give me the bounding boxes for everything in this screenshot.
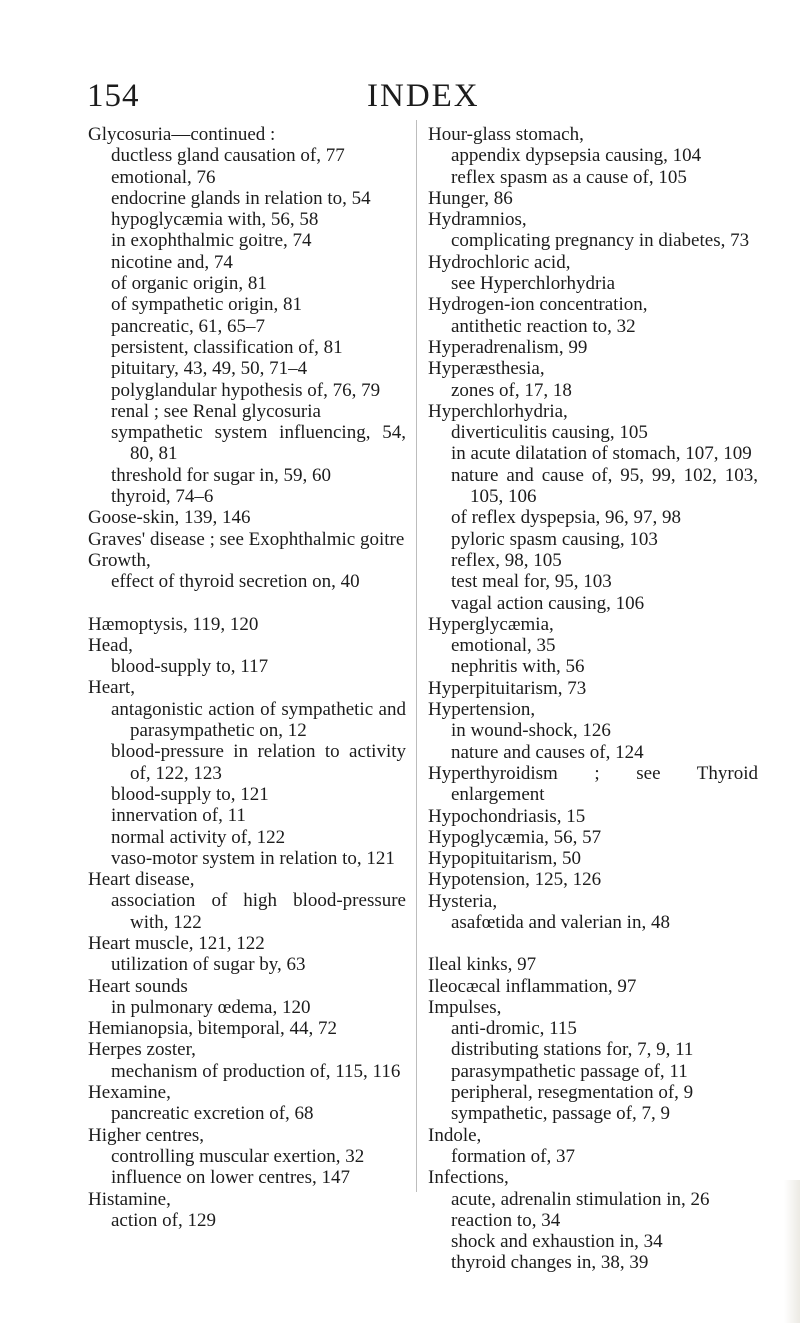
page-edge-shadow [784, 1180, 800, 1323]
index-subentry: in wound-shock, 126 [451, 720, 611, 742]
index-heading: Hunger, 86 [428, 187, 513, 209]
index-heading: Hyperthyroidism ; see Thyroid enlargement [428, 762, 758, 806]
index-heading: Hyperpituitarism, 73 [428, 677, 587, 699]
index-subentry: of sympathetic origin, 81 [111, 294, 303, 316]
index-heading: Hypotension, 125, 126 [428, 869, 602, 891]
index-subentry: nephritis with, 56 [451, 656, 585, 678]
page-number: 154 [87, 78, 140, 114]
index-heading: Higher centres, [88, 1124, 205, 1146]
index-subentry: controlling muscular exertion, 32 [111, 1145, 365, 1167]
index-subentry: pituitary, 43, 49, 50, 71–4 [111, 358, 308, 380]
index-subentry: nicotine and, 74 [111, 251, 233, 273]
index-subentry: vagal action causing, 106 [451, 592, 645, 614]
index-heading: Heart, [88, 677, 135, 699]
index-subentry: blood-supply to, 117 [111, 656, 269, 678]
index-subentry: action of, 129 [111, 1209, 217, 1231]
index-subentry: in pulmonary œdema, 120 [111, 996, 311, 1018]
index-subentry: vaso-motor system in relation to, 121 [111, 847, 395, 869]
index-heading: Hysteria, [428, 890, 498, 912]
index-subentry: thyroid changes in, 38, 39 [451, 1252, 649, 1274]
index-subentry: in exophthalmic goitre, 74 [111, 230, 312, 252]
index-subentry: threshold for sugar in, 59, 60 [111, 464, 332, 486]
index-heading: Glycosuria—continued : [88, 124, 276, 145]
index-subentry: antithetic reaction to, 32 [451, 315, 636, 337]
index-heading: Head, [88, 634, 133, 656]
index-heading: Histamine, [88, 1188, 171, 1210]
index-heading: Hyperadrenalism, 99 [428, 336, 588, 358]
index-heading: Hypochondriasis, 15 [428, 805, 586, 827]
index-subentry: anti-dromic, 115 [451, 1018, 577, 1040]
index-subentry: utilization of sugar by, 63 [111, 954, 306, 976]
index-subentry: distributing stations for, 7, 9, 11 [451, 1039, 694, 1061]
index-heading: Hyperæsthesia, [428, 358, 545, 380]
index-heading: Indole, [428, 1124, 482, 1146]
index-heading: Graves' disease ; see Exophthalmic goitre [88, 528, 405, 550]
index-subentry: sympathetic system influencing, 54, 80, 81 [111, 422, 406, 465]
index-subentry: persistent, classification of, 81 [111, 336, 343, 358]
index-heading: Herpes zoster, [88, 1039, 196, 1061]
index-subentry: effect of thyroid secretion on, 40 [111, 571, 360, 593]
index-subentry: thyroid, 74–6 [111, 486, 214, 508]
index-subentry: mechanism of production of, 115, 116 [111, 1060, 401, 1082]
index-subentry: emotional, 76 [111, 166, 216, 188]
index-subentry: peripheral, resegmentation of, 9 [451, 1082, 694, 1104]
index-subentry: of reflex dyspepsia, 96, 97, 98 [451, 507, 682, 529]
index-subentry: zones of, 17, 18 [451, 379, 572, 401]
index-subentry: parasympathetic passage of, 11 [451, 1060, 688, 1082]
index-subentry: innervation of, 11 [111, 805, 246, 827]
index-subentry: normal activity of, 122 [111, 826, 286, 848]
index-subentry: antagonistic action of sympathetic and parasympathetic on, 12 [111, 698, 406, 742]
index-heading: Hydrochloric acid, [428, 251, 571, 273]
column-divider [416, 120, 417, 1192]
index-subentry: appendix dypsepsia causing, 104 [451, 145, 702, 167]
index-subentry: nature and causes of, 124 [451, 741, 644, 763]
index-subentry: acute, adrenalin stimulation in, 26 [451, 1188, 710, 1210]
index-subentry: reflex, 98, 105 [451, 549, 562, 571]
index-heading: Ileocæcal inflammation, 97 [428, 975, 637, 997]
section-gap [428, 933, 758, 954]
index-heading: Hypertension, [428, 699, 536, 721]
index-subentry: formation of, 37 [451, 1145, 576, 1167]
index-heading: Heart sounds [88, 975, 188, 997]
index-heading: Heart muscle, 121, 122 [88, 932, 265, 954]
index-subentry: asafœtida and valerian in, 48 [451, 911, 670, 933]
index-subentry: complicating pregnancy in diabetes, 73 [451, 230, 750, 252]
index-heading: Growth, [88, 549, 151, 571]
index-heading: Hæmoptysis, 119, 120 [88, 613, 259, 635]
index-heading: Hypopituitarism, 50 [428, 848, 582, 870]
index-column-right [428, 124, 758, 1274]
index-heading: Hyperchlorhydria, [428, 400, 568, 422]
index-subentry: reflex spasm as a cause of, 105 [451, 166, 687, 188]
index-heading: Hemianopsia, bitemporal, 44, 72 [88, 1018, 338, 1040]
index-heading: Hydrogen-ion concentration, [428, 294, 648, 316]
index-subentry: hypoglycæmia with, 56, 58 [111, 209, 319, 231]
index-subentry: blood-pressure in relation to activity of, 122, 123 [111, 741, 406, 784]
index-subentry: shock and exhaustion in, 34 [451, 1231, 663, 1253]
index-subentry: in acute dilatation of stomach, 107, 109 [451, 443, 752, 465]
index-subentry: test meal for, 95, 103 [451, 571, 612, 593]
index-column-left [88, 124, 406, 1231]
index-subentry: emotional, 35 [451, 635, 556, 657]
index-subentry: diverticulitis causing, 105 [451, 422, 648, 444]
index-subentry: influence on lower centres, 147 [111, 1167, 350, 1189]
index-subentry: association of high blood-pressure with, 122 [111, 890, 406, 933]
running-title: INDEX [367, 78, 480, 114]
index-heading: Hyperglycæmia, [428, 613, 554, 635]
index-heading: Hexamine, [88, 1082, 171, 1104]
index-subentry: endocrine glands in relation to, 54 [111, 187, 371, 209]
index-heading: Hypoglycæmia, 56, 57 [428, 826, 602, 848]
index-subentry: blood-supply to, 121 [111, 783, 269, 805]
index-subentry: renal ; see Renal glycosuria [111, 400, 321, 422]
index-heading: Impulses, [428, 996, 502, 1018]
index-subentry: pancreatic, 61, 65–7 [111, 315, 266, 337]
index-subentry: pancreatic excretion of, 68 [111, 1103, 314, 1125]
index-subentry: polyglandular hypothesis of, 76, 79 [111, 379, 381, 401]
index-subentry: reaction to, 34 [451, 1209, 561, 1231]
index-heading: Hour-glass stomach, [428, 124, 584, 145]
index-heading: Goose-skin, 139, 146 [88, 507, 251, 529]
index-heading: Infections, [428, 1167, 509, 1189]
page-header [0, 78, 800, 118]
index-subentry: see Hyperchlorhydria [451, 273, 616, 295]
index-subentry: pyloric spasm causing, 103 [451, 528, 658, 550]
index-subentry: ductless gland causation of, 77 [111, 145, 345, 167]
index-heading: Heart disease, [88, 869, 195, 891]
index-subentry: nature and cause of, 95, 99, 102, 103, 105, 106 [451, 464, 758, 508]
index-subentry: of organic origin, 81 [111, 273, 267, 295]
index-heading: Ileal kinks, 97 [428, 954, 537, 976]
section-gap [88, 593, 406, 614]
index-heading: Hydramnios, [428, 209, 527, 231]
index-subentry: sympathetic, passage of, 7, 9 [451, 1103, 670, 1125]
